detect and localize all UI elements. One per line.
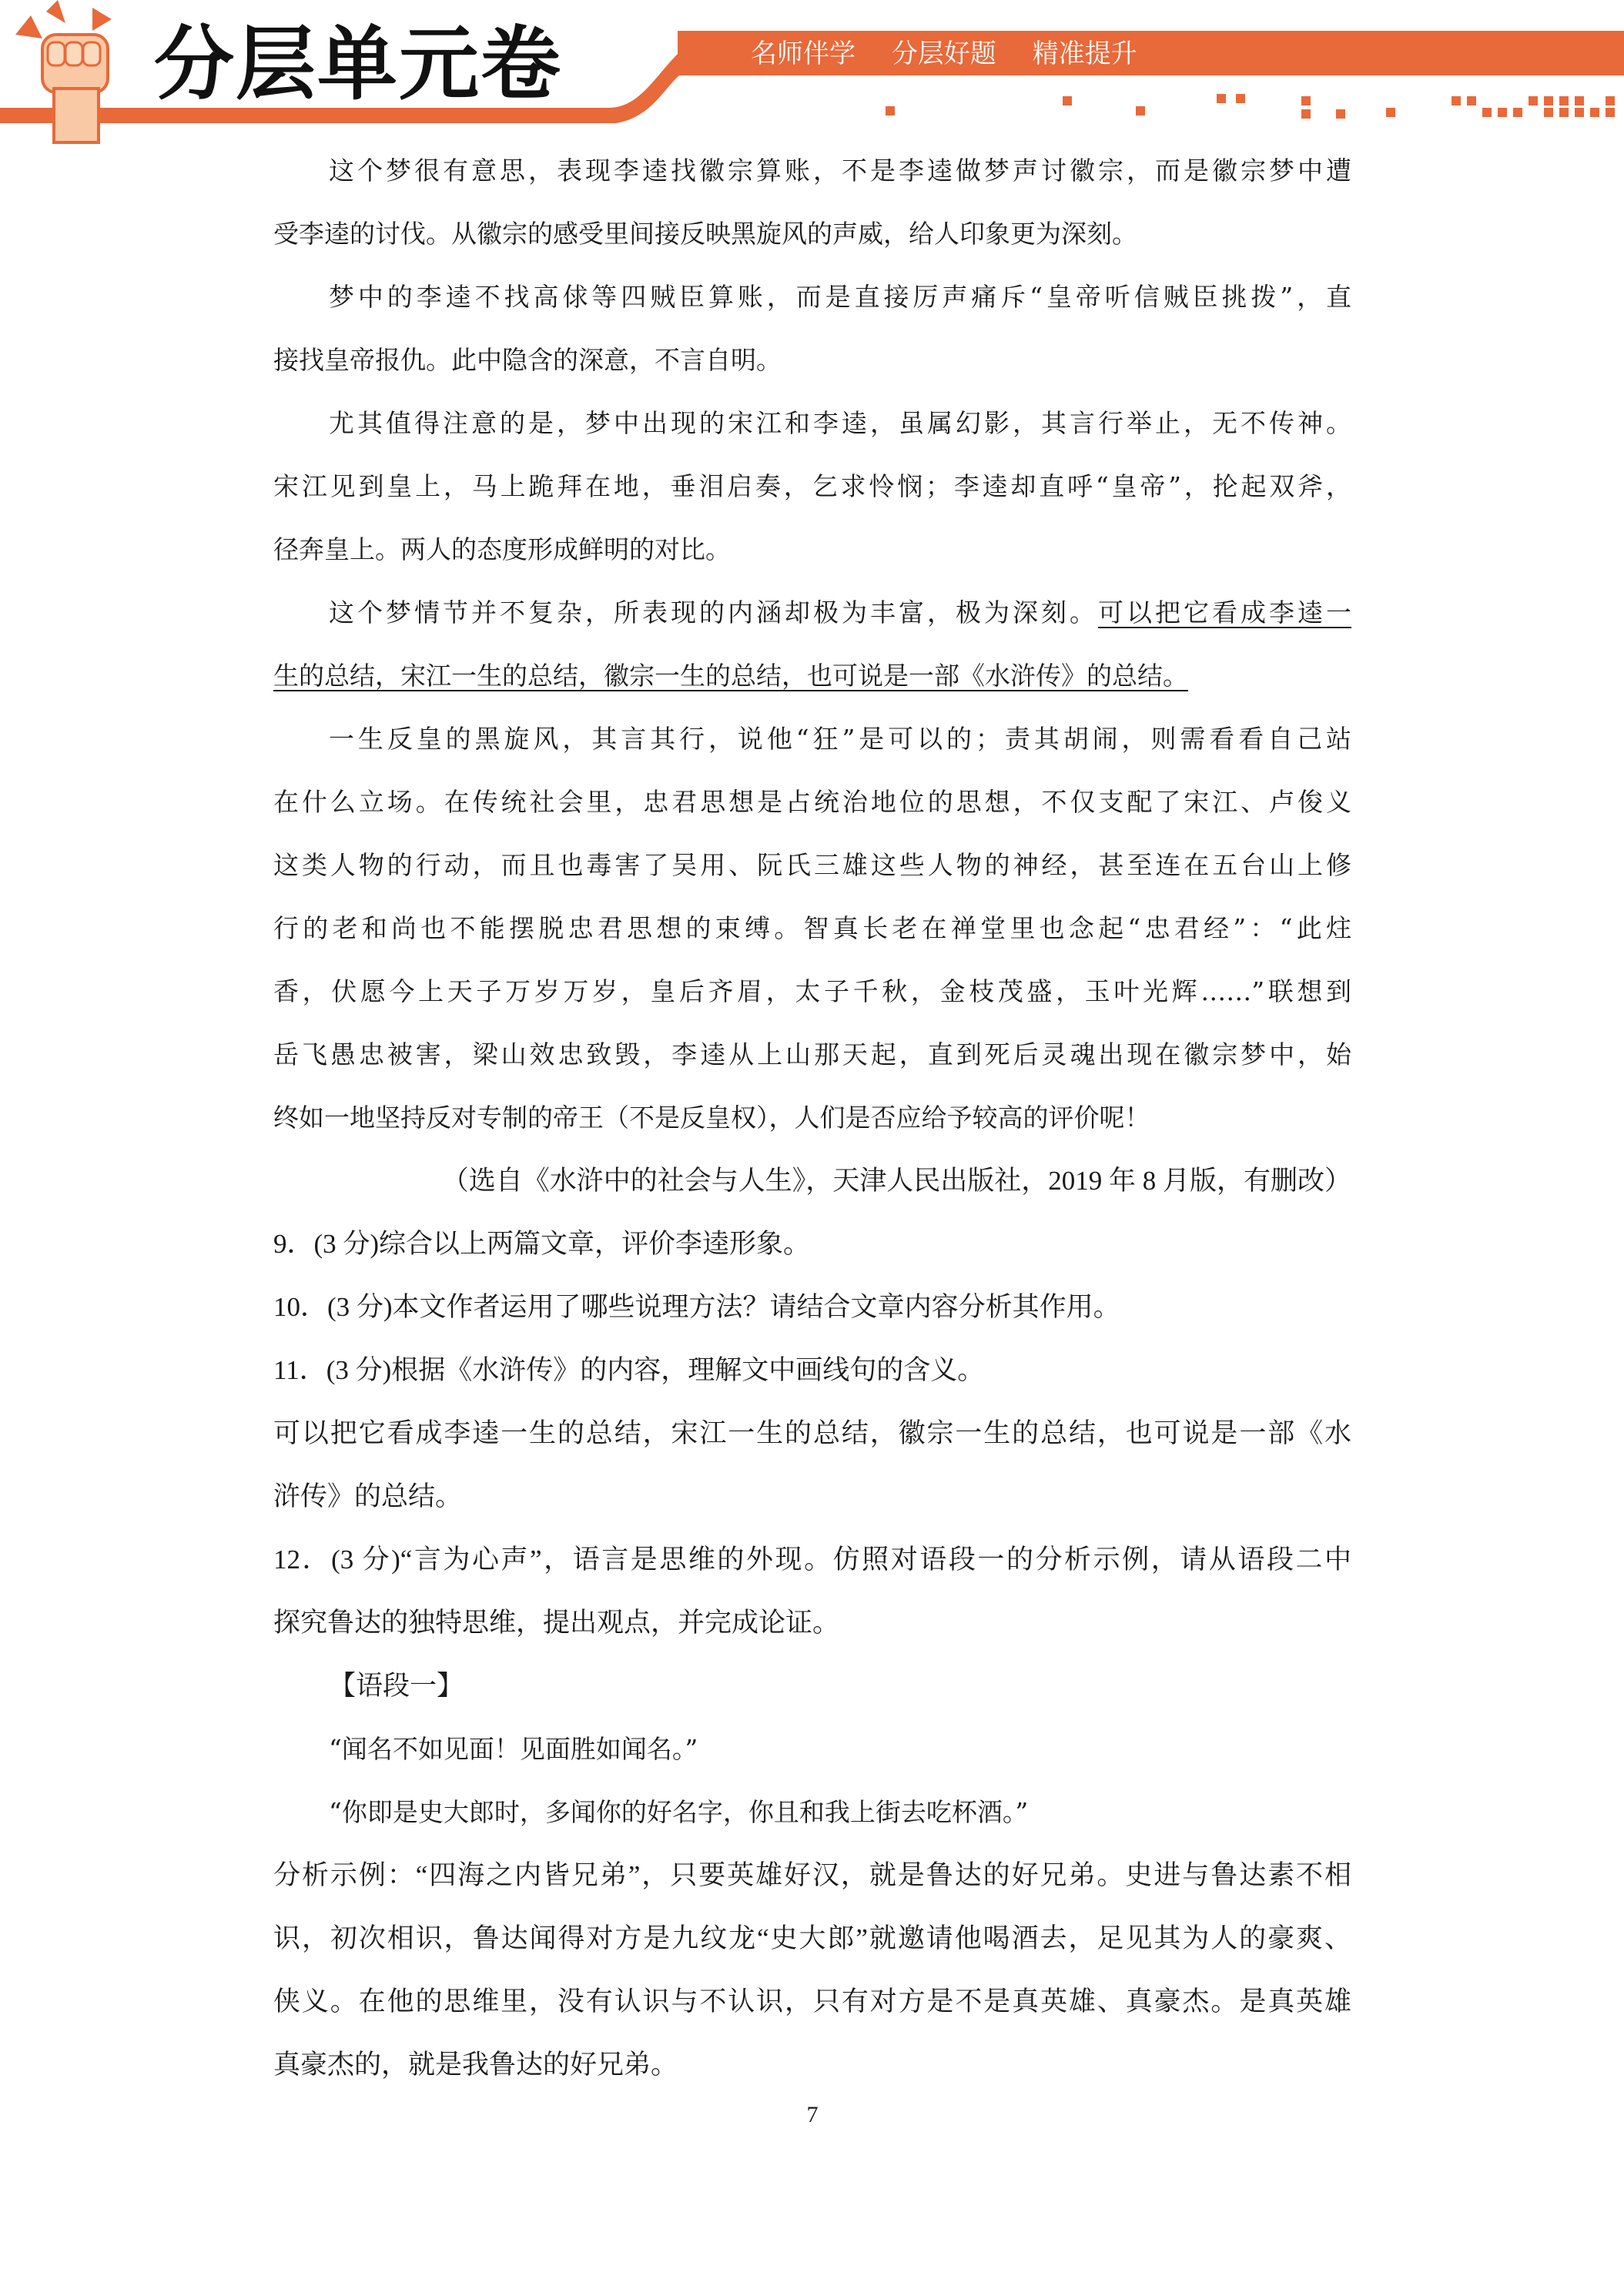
paragraph-line: 一生反皇的黑旋风，其言其行，说他“狂”是可以的；责其胡闹，则需看看自己站	[329, 724, 1351, 754]
page-header	[0, 0, 1624, 146]
paragraph-line	[273, 658, 1351, 694]
paragraph-line: 受李逵的讨伐。从徽宗的感受里间接反映黑旋风的声威，给人印象更为深刻。	[273, 219, 1137, 249]
slogan-item: 分层好题	[891, 38, 996, 69]
paragraph-text: 这个梦情节并不复杂，所表现的内涵却极为丰富，极为深刻。	[329, 597, 1098, 628]
header-slogan	[751, 31, 1165, 77]
page-number: 7	[806, 2102, 819, 2127]
paragraph-line: 接找皇帝报仇。此中隐含的深意，不言自明。	[273, 345, 782, 375]
segment-title: 【语段一】	[329, 1671, 464, 1701]
question-11-quote: 浒传》的总结。	[273, 1481, 463, 1511]
segment-line: “闻名不如见面！见面胜如闻名。”	[329, 1734, 698, 1764]
underlined-sentence: 生的总结，宋江一生的总结，徽宗一生的总结，也可说是一部《水浒传》的总结。	[273, 661, 1188, 691]
paragraph-line: 岳飞愚忠被害，梁山效忠致毁，李逵从上山那天起，直到死后灵魂出现在徽宗梦中，始	[273, 1039, 1351, 1069]
paragraph-line: 径奔皇上。两人的态度形成鲜明的对比。	[273, 534, 731, 564]
question-9: 9．(3 分)综合以上两篇文章，评价李逵形象。	[273, 1229, 811, 1259]
paragraph-line: 宋江见到皇上，马上跪拜在地，垂泪启奏，乞求怜悯；李逵却直呼“皇帝”，抡起双斧，	[273, 471, 1351, 501]
paragraph-line: 香，伏愿今上天子万岁万岁，皇后齐眉，太子千秋，金枝茂盛，玉叶光辉……”联想到	[273, 976, 1351, 1006]
paragraph-line	[273, 594, 1351, 631]
paragraph-line: 这类人物的行动，而且也毒害了吴用、阮氏三雄这些人物的神经，甚至连在五台山上修	[273, 850, 1351, 880]
question-12: 12．(3 分)“言为心声”，语言是思维的外现。仿照对语段一的分析示例，请从语段二中	[273, 1545, 1351, 1575]
segment-line: “你即是史大郎时，多闻你的好名字，你且和我上街去吃杯酒。”	[329, 1797, 1029, 1827]
analysis-line: 识，初次相识，鲁达闻得对方是九纹龙“史大郎”就邀请他喝酒去，足见其为人的豪爽、	[273, 1923, 1351, 1953]
paragraph-line: 梦中的李逵不找高俅等四贼臣算账，而是直接厉声痛斥“皇帝听信贼臣挑拨”，直	[329, 282, 1351, 312]
question-10: 10．(3 分)本文作者运用了哪些说理方法？请结合文章内容分析其作用。	[273, 1292, 1120, 1322]
source-citation: （选自《水浒中的社会与人生》，天津人民出版社，2019 年 8 月版，有删改）	[441, 1166, 1351, 1196]
question-11-quote: 可以把它看成李逵一生的总结，宋江一生的总结，徽宗一生的总结，也可说是一部《水	[273, 1418, 1351, 1448]
question-12: 探究鲁达的独特思维，提出观点，并完成论证。	[273, 1608, 840, 1638]
analysis-line: 侠义。在他的思维里，没有认识与不认识，只有对方是不是真英雄、真豪杰。是真英雄	[273, 1986, 1351, 2017]
analysis-line: 真豪杰的，就是我鲁达的好兄弟。	[273, 2050, 678, 2080]
slogan-item: 精准提升	[1032, 38, 1137, 69]
analysis-line: 分析示例：“四海之内皆兄弟”，只要英雄好汉，就是鲁达的好兄弟。史进与鲁达素不相	[273, 1860, 1351, 1890]
paragraph-line: 终如一地坚持反对专制的帝王（不是反皇权），人们是否应给予较高的评价呢！	[273, 1103, 1150, 1133]
slogan-item: 名师伴学	[751, 38, 856, 69]
underlined-sentence: 可以把它看成李逵一	[1098, 597, 1351, 628]
paragraph-line: 行的老和尚也不能摆脱忠君思想的束缚。智真长老在禅堂里也念起“忠君经”：“此炷	[273, 913, 1351, 943]
question-11: 11．(3 分)根据《水浒传》的内容，理解文中画线句的含义。	[273, 1355, 985, 1385]
paragraph-line: 在什么立场。在传统社会里，忠君思想是占统治地位的思想，不仅支配了宋江、卢俊义	[273, 787, 1351, 817]
paragraph-line: 尤其值得注意的是，梦中出现的宋江和李逵，虽属幻影，其言行举止，无不传神。	[329, 408, 1351, 438]
paragraph-line: 这个梦很有意思，表现李逵找徽宗算账，不是李逵做梦声讨徽宗，而是徽宗梦中遭	[329, 156, 1351, 186]
brand-title: 分层单元卷	[154, 17, 563, 111]
